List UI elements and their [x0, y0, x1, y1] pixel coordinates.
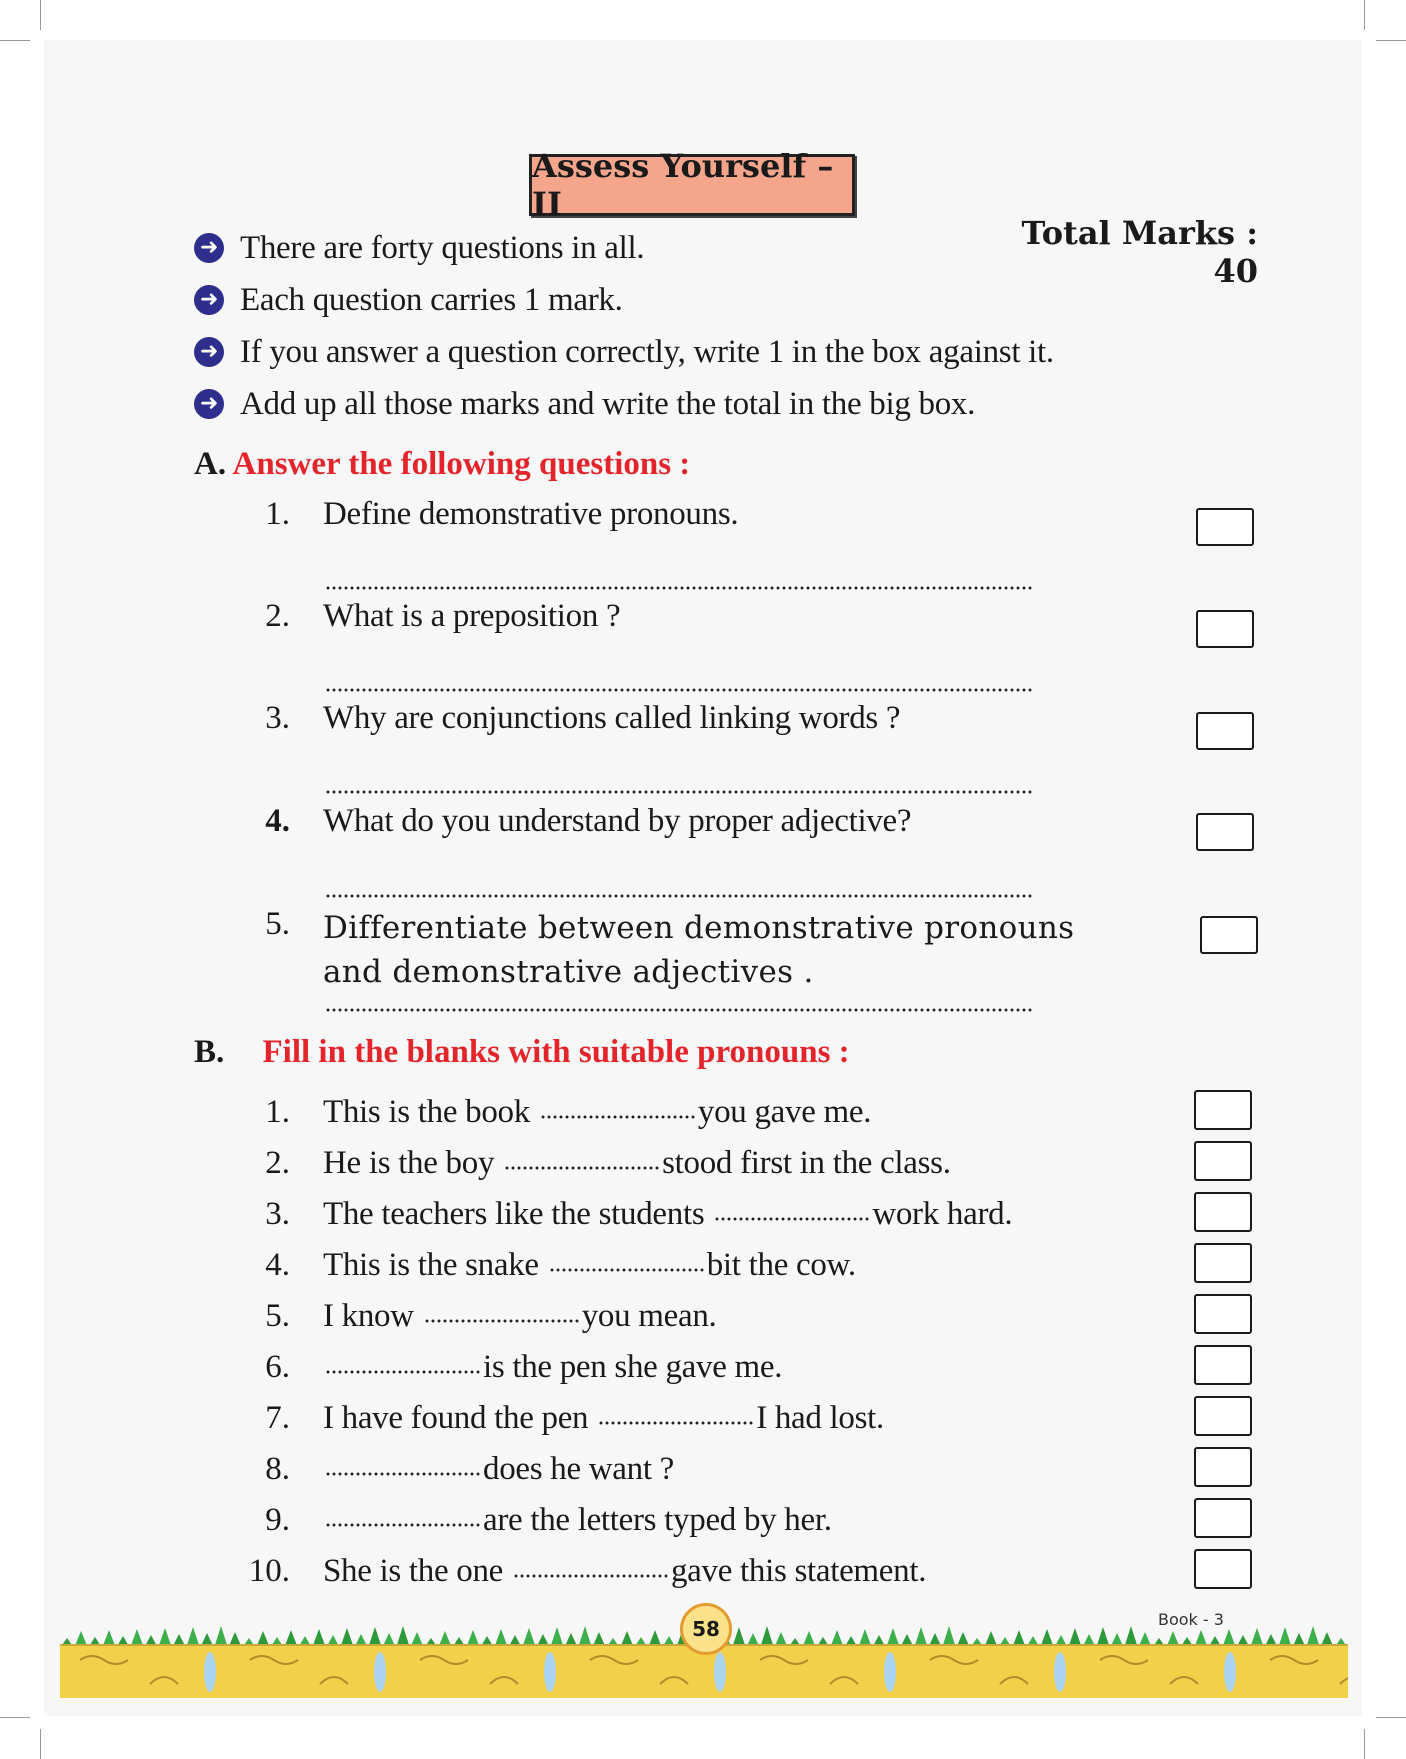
mark-box[interactable]: [1196, 712, 1254, 750]
wave-pattern: [1100, 1656, 1198, 1684]
fill-item-number: 4.: [265, 1247, 290, 1283]
section-title: Fill in the blanks with suitable pronouns :: [262, 1034, 850, 1070]
water-pattern: [884, 1652, 896, 1692]
answer-line[interactable]: [325, 585, 1033, 591]
question-number: 4.: [265, 803, 290, 839]
blank-line[interactable]: [325, 1522, 481, 1528]
fill-item-number: 10.: [248, 1553, 290, 1589]
question-text: Why are conjunctions called linking words ?: [323, 700, 901, 736]
fill-item-number: 2.: [265, 1145, 290, 1181]
wave-pattern: [1270, 1656, 1348, 1684]
mark-box[interactable]: [1200, 916, 1258, 954]
blank-line[interactable]: [549, 1267, 705, 1273]
sentence-start: This is the snake: [323, 1247, 539, 1283]
sentence-end: stood first in the class.: [662, 1145, 951, 1181]
wave-pattern: [80, 1656, 178, 1684]
mark-box[interactable]: [1194, 1498, 1252, 1538]
section-letter: A.: [194, 446, 227, 482]
mark-box[interactable]: [1196, 508, 1254, 546]
sentence-start: He is the boy: [323, 1145, 495, 1181]
section-title: Answer the following questions :: [232, 446, 691, 482]
fill-item-sentence: [323, 1196, 1012, 1233]
sentence-end: are the letters typed by her.: [483, 1502, 832, 1538]
answer-line[interactable]: [325, 893, 1033, 899]
crop-mark: [0, 1717, 30, 1718]
blank-line[interactable]: [325, 1471, 481, 1477]
fill-item-sentence: [323, 1400, 884, 1437]
water-pattern: [1224, 1652, 1236, 1692]
arrow-bullet-icon: ➜: [194, 233, 224, 263]
mark-box[interactable]: [1196, 813, 1254, 851]
mark-box[interactable]: [1194, 1243, 1252, 1283]
fill-item-sentence: [323, 1553, 926, 1590]
crop-mark: [1364, 1729, 1365, 1759]
sentence-start: This is the book: [323, 1094, 530, 1130]
fill-item-number: 9.: [265, 1502, 290, 1538]
sentence-end: you gave me.: [697, 1094, 872, 1130]
water-pattern: [714, 1652, 726, 1692]
section-b-heading: [194, 1034, 850, 1071]
fill-item-number: 8.: [265, 1451, 290, 1487]
fill-item-sentence: [323, 1502, 832, 1539]
blank-line[interactable]: [424, 1318, 580, 1324]
instruction-text: Add up all those marks and write the total in the big box.: [240, 385, 976, 422]
total-marks: Total Marks : 40: [1021, 214, 1258, 290]
sentence-end: bit the cow.: [706, 1247, 856, 1283]
instruction-text: If you answer a question correctly, write 1 in the box against it.: [240, 333, 1054, 370]
fill-item-sentence: [323, 1094, 871, 1131]
fill-item-sentence: [323, 1247, 856, 1284]
sentence-end: I had lost.: [756, 1400, 884, 1436]
sentence-end: gave this statement.: [670, 1553, 927, 1589]
sentence-end: is the pen she gave me.: [483, 1349, 783, 1385]
answer-line[interactable]: [325, 1007, 1033, 1013]
water-pattern: [544, 1652, 556, 1692]
mark-box[interactable]: [1194, 1345, 1252, 1385]
fill-item-number: 5.: [265, 1298, 290, 1334]
fill-item-sentence: [323, 1451, 674, 1488]
crop-mark: [1376, 1717, 1406, 1718]
blank-line[interactable]: [714, 1216, 870, 1222]
blank-line[interactable]: [540, 1114, 696, 1120]
page-number: 58: [680, 1603, 732, 1655]
sentence-start: I have found the pen: [323, 1400, 589, 1436]
answer-line[interactable]: [325, 789, 1033, 795]
blank-line[interactable]: [504, 1165, 660, 1171]
crop-mark: [40, 0, 41, 30]
fill-item-sentence: [323, 1298, 717, 1335]
fill-item-number: 6.: [265, 1349, 290, 1385]
blank-line[interactable]: [598, 1420, 754, 1426]
water-pattern: [204, 1652, 216, 1692]
mark-box[interactable]: [1196, 610, 1254, 648]
instruction-item: [194, 278, 623, 322]
crop-mark: [40, 1729, 41, 1759]
sentence-start: I know: [323, 1298, 414, 1334]
instruction-item: [194, 382, 975, 426]
sentence-end: work hard.: [872, 1196, 1013, 1232]
sentence-start: The teachers like the students: [323, 1196, 705, 1232]
fill-item-number: 7.: [265, 1400, 290, 1436]
fill-item-sentence: [323, 1145, 951, 1182]
wave-pattern: [250, 1656, 348, 1684]
instruction-item: [194, 330, 1054, 374]
section-letter: B.: [194, 1034, 225, 1070]
blank-line[interactable]: [325, 1369, 481, 1375]
mark-box[interactable]: [1194, 1090, 1252, 1130]
question-number: 1.: [265, 496, 290, 532]
page-title-text: Assess Yourself – II: [532, 147, 834, 223]
mark-box[interactable]: [1194, 1396, 1252, 1436]
wave-pattern: [760, 1656, 858, 1684]
instruction-item: [194, 226, 644, 270]
book-label: Book - 3: [1158, 1610, 1224, 1629]
mark-box[interactable]: [1194, 1447, 1252, 1487]
sentence-end: you mean.: [581, 1298, 717, 1334]
crop-mark: [0, 40, 30, 41]
question-text: What is a preposition ?: [323, 598, 621, 634]
page-title: [529, 147, 855, 223]
mark-box[interactable]: [1194, 1192, 1252, 1232]
fill-item-number: 3.: [265, 1196, 290, 1232]
arrow-bullet-icon: ➜: [194, 389, 224, 419]
blank-line[interactable]: [513, 1573, 669, 1579]
arrow-bullet-icon: ➜: [194, 337, 224, 367]
wave-pattern: [930, 1656, 1028, 1684]
section-a-heading: [194, 446, 690, 483]
question-number: 3.: [265, 700, 290, 736]
instruction-text: There are forty questions in all.: [240, 229, 645, 266]
question-text: Differentiate between demonstrative pronouns and demonstrative adjectives .: [323, 910, 1075, 990]
instruction-text: Each question carries 1 mark.: [240, 281, 623, 318]
sentence-start: She is the one: [323, 1553, 504, 1589]
wave-pattern: [590, 1656, 688, 1684]
question-text: What do you understand by proper adjective?: [323, 803, 912, 839]
water-pattern: [1054, 1652, 1066, 1692]
mark-box[interactable]: [1194, 1141, 1252, 1181]
sentence-end: does he want ?: [483, 1451, 674, 1487]
water-pattern: [374, 1652, 386, 1692]
wave-pattern: [420, 1656, 518, 1684]
fill-item-number: 1.: [265, 1094, 290, 1130]
mark-box[interactable]: [1194, 1294, 1252, 1334]
arrow-bullet-icon: ➜: [194, 285, 224, 315]
crop-mark: [1364, 0, 1365, 30]
question-text: Define demonstrative pronouns.: [323, 496, 739, 532]
mark-box[interactable]: [1194, 1549, 1252, 1589]
question-number: 5.: [265, 906, 290, 942]
answer-line[interactable]: [325, 687, 1033, 693]
fill-item-sentence: [323, 1349, 782, 1386]
question-number: 2.: [265, 598, 290, 634]
crop-mark: [1376, 40, 1406, 41]
